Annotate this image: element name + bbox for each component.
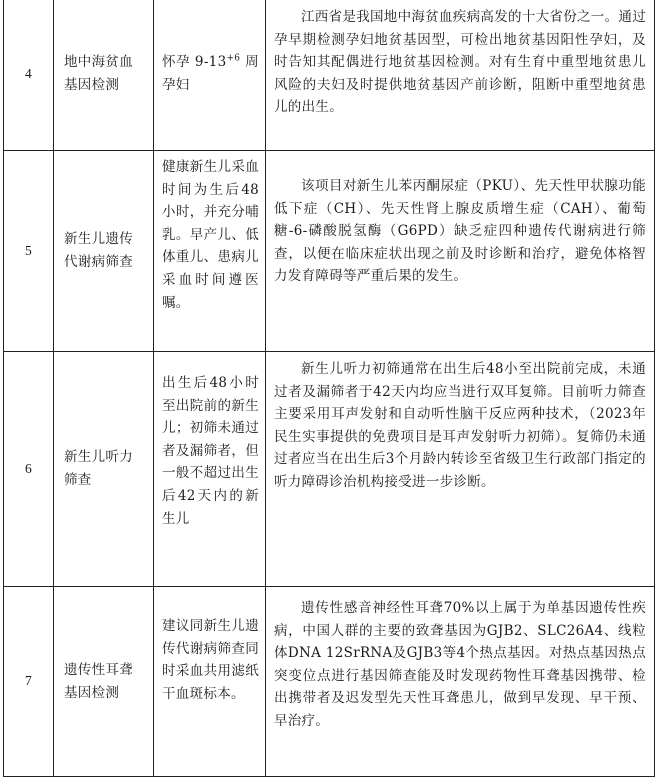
screening-item-name: 新生儿听力筛查: [54, 352, 154, 587]
table-row: [4, 352, 655, 587]
screening-table: [3, 0, 655, 777]
target-population: 健康新生儿采血时间为生后48小时，并充分哺乳。早产儿、低体重儿、患病儿采血时间遵医嘱。: [154, 151, 266, 352]
screening-item-name: 地中海贫血基因检测: [54, 0, 154, 151]
screening-item-name: 遗传性耳聋基因检测: [54, 587, 154, 777]
row-number: 4: [4, 0, 54, 151]
item-description: 遗传性感音神经性耳聋70%以上属于为单基因遗传性疾病，中国人群的主要的致聋基因为GJB2、SLC26A4、线粒体DNA 12SrRNA及GJB3等4个热点基因。对热点基因热点突变位点进行基因筛查能及时发现药物性耳聋基因携带、检出携带者及迟发型先天性耳聋患儿，做到早发现、早干预、早治疗。: [266, 587, 655, 777]
row-number: 6: [4, 352, 54, 587]
screening-item-name: 新生儿遗传代谢病筛查: [54, 151, 154, 352]
item-description: 新生儿听力初筛通常在出生后48小至出院前完成，未通过者及漏筛者于42天内均应当进行双耳复筛。目前听力筛查主要采用耳声发射和自动听性脑干反应两种技术，（2023年民生实事提供的免费项目是耳声发射听力初筛）。复筛仍未通过者应当在出生后3个月龄内转诊至省级卫生行政部门指定的听力障碍诊治机构接受进一步诊断。: [266, 352, 655, 587]
row-number: 5: [4, 151, 54, 352]
target-text: 周孕妇: [162, 54, 259, 93]
item-description: 该项目对新生儿苯丙酮尿症（PKU）、先天性甲状腺功能低下症（CH）、先天性肾上腺皮质增生症（CAH）、葡萄糖-6-磷酸脱氢酶（G6PD）缺乏症四种遗传代谢病进行筛查，以便在临床症状出现之前及时诊断和治疗，避免体格智力发育障碍等严重后果的发生。: [266, 151, 655, 352]
target-text: 怀孕 9-13: [162, 54, 227, 71]
target-population: [154, 0, 266, 151]
row-number: 7: [4, 587, 54, 777]
table-row: [4, 587, 655, 777]
target-superscript: +6: [226, 53, 241, 64]
table-row: [4, 0, 655, 151]
target-population: 建议同新生儿遗传代谢病筛查同时采血共用滤纸干血斑标本。: [154, 587, 266, 777]
item-description: 江西省是我国地中海贫血疾病高发的十大省份之一。通过孕早期检测孕妇地贫基因型，可检出地贫基因阳性孕妇，及时告知其配偶进行地贫基因检测。对有生育中重型地贫患儿风险的夫妇及时提供地贫基因产前诊断，阻断中重型地贫患儿的出生。: [266, 0, 655, 151]
target-population: 出生后48小时至出院前的新生儿；初筛未通过者及漏筛者，但一般不超过出生后42天内的新生儿: [154, 352, 266, 587]
table-row: [4, 151, 655, 352]
